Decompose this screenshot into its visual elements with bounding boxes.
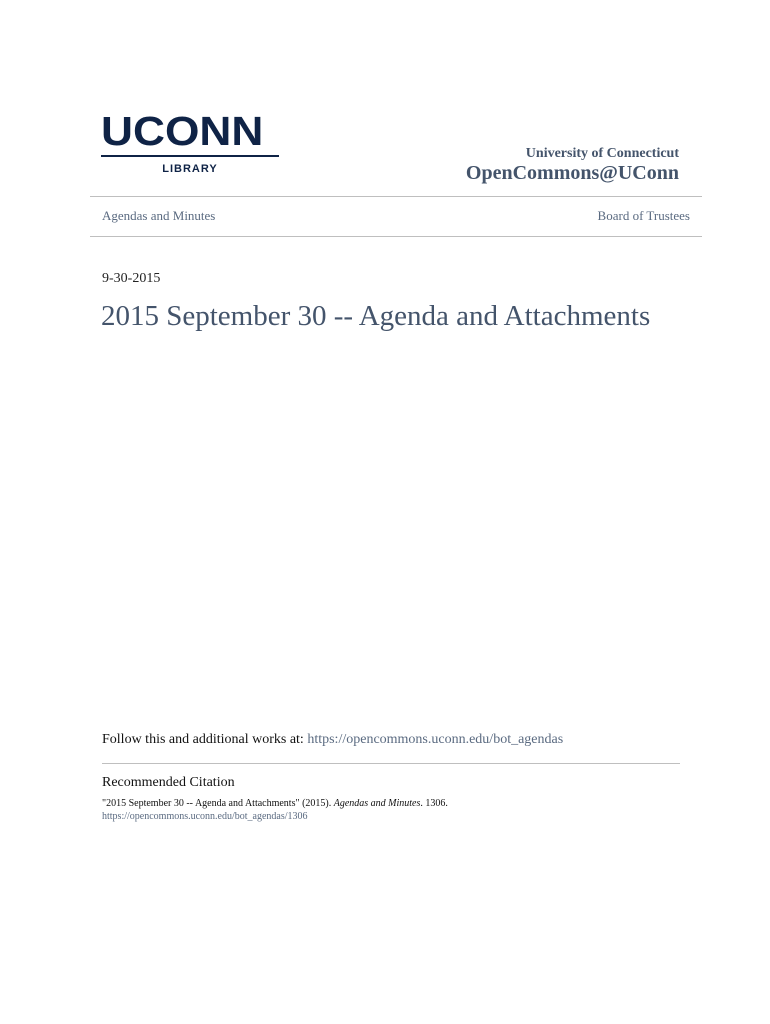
citation-body — [102, 797, 448, 823]
follow-link[interactable]: https://opencommons.uconn.edu/bot_agendas — [307, 732, 564, 747]
collection-link[interactable]: Agendas and Minutes — [102, 208, 216, 223]
logo-divider — [101, 155, 279, 157]
citation-link[interactable]: https://opencommons.uconn.edu/bot_agendas/1306 — [102, 811, 308, 822]
repository-name[interactable]: OpenCommons@UConn — [465, 162, 679, 184]
citation-divider — [102, 763, 680, 764]
citation-heading: Recommended Citation — [102, 775, 235, 790]
citation-series: Agendas and Minutes — [333, 798, 421, 809]
community-link[interactable]: Board of Trustees — [597, 208, 690, 223]
document-date: 9-30-2015 — [102, 271, 161, 286]
follow-label: Follow this and additional works at: — [102, 732, 308, 747]
follow-line — [102, 732, 563, 748]
header-divider-top — [90, 196, 702, 197]
citation-number: . 1306. — [420, 798, 448, 809]
header-divider-bottom — [90, 236, 702, 237]
document-title: 2015 September 30 -- Agenda and Attachments — [101, 300, 651, 332]
logo-wordmark: UCONN — [101, 108, 264, 154]
uconn-library-logo — [101, 110, 279, 175]
institution-name: University of Connecticut — [525, 146, 679, 161]
logo-subtitle: LIBRARY — [162, 163, 218, 175]
citation-text: "2015 September 30 -- Agenda and Attachments" (2015). — [102, 798, 334, 809]
